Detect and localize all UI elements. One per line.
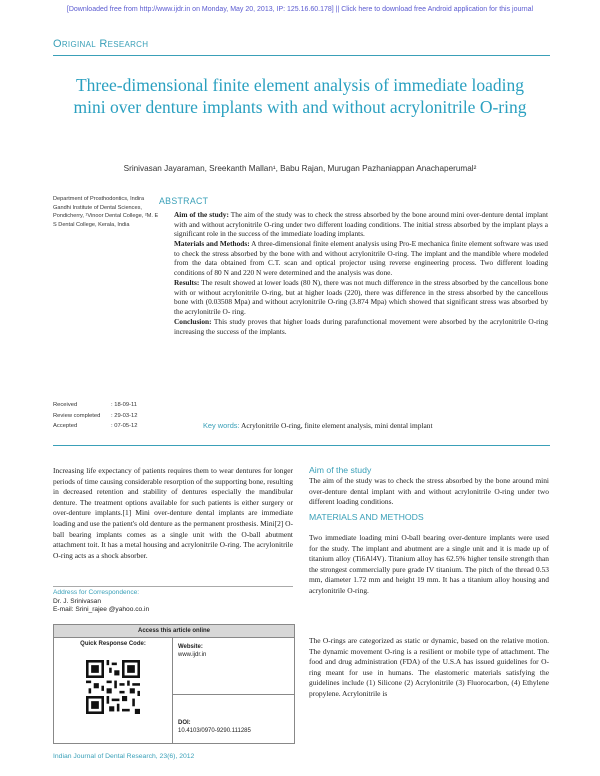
results-label: Results:	[174, 278, 200, 288]
article-title: Three-dimensional finite element analysis of immediate loading mini over denture implants with and without acrylonitrile O-ring	[73, 75, 527, 117]
methods-heading: MATERIALS AND METHODS	[309, 512, 424, 522]
website-label: Website:	[178, 644, 203, 650]
qr-column	[54, 638, 173, 743]
aim-paragraph	[309, 476, 549, 508]
qr-code-icon[interactable]	[86, 660, 140, 714]
abstract-results	[174, 278, 548, 316]
download-banner[interactable]: [Downloaded free from http://www.ijdr.in on Monday, May 20, 2013, IP: 125.16.60.178] || Click here to download free Android application for this journal	[66, 6, 534, 13]
review-label: Review completed	[53, 412, 101, 419]
aim-label: Aim of the study:	[174, 210, 229, 219]
doi-link[interactable]: 10.4103/0970-9290.111285	[178, 728, 251, 734]
methods-label: Materials and Methods:	[174, 239, 250, 249]
received-label: Received	[53, 402, 78, 408]
review-date: : 29-03-12	[111, 412, 138, 419]
methods-p2-text: The O-rings are categorized as static or dynamic, based on the relative motion. The dynamic movement O-ring is a resilient or mobile type of attachment. The food and drug administration (FDA) of the U.S.A has issued guidelines for O-ring meant for use in humans. The elastomeric materials satisfying the guidelines include (1) Silicone (2) Acrylonitrile (3) Fluorocarbon, (4) Ethylene propylene. Acrylonitrile is	[309, 636, 549, 698]
abstract-heading: ABSTRACT	[159, 196, 209, 206]
abstract-conclusion	[174, 317, 548, 336]
keywords-label: Key words:	[203, 421, 240, 430]
correspondence-label: Address for Correspondence:	[53, 589, 140, 596]
intro-text: Increasing life expectancy of patients requires them to wear dentures for longer periods of time causing considerable resorption of the supporting bone, resulting in decreased retention and stability of dentures especially the mandibular denture. The treatment options available for such patients is either surgery or over-denture implants.[1] Mini over-denture dental implants are immediate loading and use the patient's old denture as the permanent prosthesis. Mini[2] O-ball bearing implants comes as a single unit with the O-ball abutment attachment toit. It has a metal housing and acrylonitrile O-ring. The acrylonitrile O-ring acts as a shock absorber.	[53, 466, 293, 560]
section-tag: Original Research	[53, 38, 149, 50]
journal-footer: Indian Journal of Dental Research, 23(6), 2012	[53, 753, 195, 760]
article-dates	[53, 400, 173, 432]
accepted-label: Accepted	[53, 423, 78, 429]
methods-paragraph-2	[309, 636, 549, 700]
access-heading: Access this article online	[54, 625, 294, 638]
corr-rule	[53, 586, 293, 587]
header-rule	[53, 55, 550, 56]
aim-section-text: The aim of the study was to check the stress absorbed by the bone around mini over-denture dental implant with and without acrylonitrile O-ring under two different loading conditions.	[309, 476, 549, 507]
abstract-methods	[174, 239, 548, 277]
intro-paragraph	[53, 466, 293, 561]
conclusion-label: Conclusion:	[174, 317, 212, 327]
doi-label: DOI:	[178, 720, 191, 726]
keywords	[203, 421, 553, 430]
received-date: : 18-09-11	[111, 402, 137, 408]
qr-label: Quick Response Code:	[80, 641, 146, 647]
abstract-rule	[53, 445, 550, 446]
website-link[interactable]: www.ijdr.in	[178, 652, 207, 658]
methods-p1-text: Two immediate loading mini O-ball bearing over-denture implants were used for the study. The implant and abutment are a single unit and it is made up of titanium alloy (Ti6Al4V). Titanium alloy has 62.5% higher tensile strength than the strongest commercially pure grade IV titanium. The pitch of the thread 0.53 mm, diameter 1.72 mm and height 19 mm. It has a titanium alloy housing and acrylonitrile O-ring.	[309, 533, 549, 595]
author-list: Srinivasan Jayaraman, Sreekanth Mallan¹, Babu Rajan, Murugan Pazhaniappan Anachaperumal²	[123, 164, 477, 173]
affiliation: Department of Prosthodontics, Indira Gandhi Institute of Dental Sciences, Pondicherry, ¹Vinoor Dental College, ²M. E S Dental College, Kerala, India	[53, 196, 159, 228]
abstract-body	[174, 210, 548, 337]
methods-text: A three-dimensional finite element analysis using Pro-E mechanica finite element software was used to check the stress absorbed by the bone with and without acrylonitrile O-ring. The implant and the mandible where modeled from the data obtained from C.T. scan and optical projector using reverse engineering process. Two different loading conditions of 80 N and 220 N were determined and the analysis was done.	[174, 239, 548, 278]
conclusion-text: This study proves that higher loads during parafunctional movement were absorbed by the acrylonitrile O-ring increasing the success of the implants.	[174, 317, 548, 336]
access-box	[53, 624, 295, 744]
accepted-date: : 07-05-12	[111, 423, 138, 429]
aim-heading: Aim of the study	[309, 465, 372, 475]
correspondence	[53, 589, 293, 615]
correspondence-name: Dr. J. Srinivasan	[53, 597, 102, 605]
info-column	[173, 638, 294, 743]
keywords-text: Acrylonitrile O-ring, finite element analysis, mini dental implant	[239, 421, 433, 430]
correspondence-email[interactable]: E-mail: Srini_rajee @yahoo.co.in	[53, 606, 150, 613]
info-divider	[173, 694, 294, 695]
abstract-aim	[174, 210, 548, 239]
results-text: The result showed at lower loads (80 N), there was not much difference in the stress absorbed by the cancellous bone with or without acrylonitrile O-ring, but at higher loads (220), there was difference in the stress absorbed by the cancellous bone with (0.03508 Mpa) and without acrylonitrile O-ring (3.874 Mpa) which showed that significant stress was absorbed by the acrylonitrile O- ring.	[174, 278, 548, 316]
methods-paragraph-1	[309, 533, 549, 597]
aim-text: The aim of the study was to check the stress absorbed by the bone around mini over-denture dental implant with and without acrylonitrile O-ring under two different loading conditions. The initial stress absorbed by the implant plays a significant role in the success of the immediate loading implants.	[174, 210, 548, 239]
